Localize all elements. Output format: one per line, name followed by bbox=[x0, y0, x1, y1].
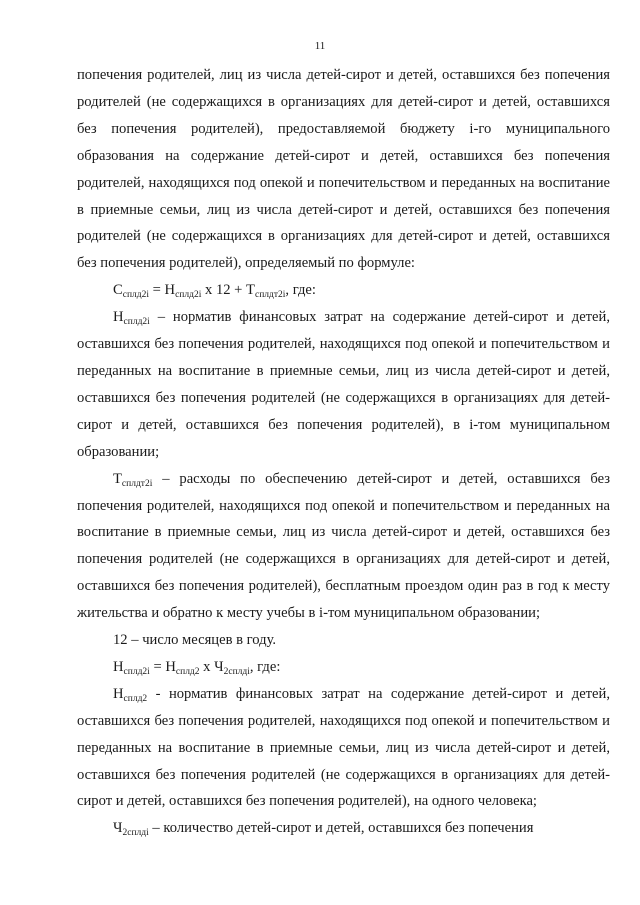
paragraph-text: С bbox=[113, 282, 123, 299]
paragraph-text: Н bbox=[113, 309, 124, 326]
paragraph-text: х 12 + Т bbox=[201, 282, 255, 299]
document-body bbox=[77, 62, 610, 842]
paragraph-text: - норматив финансовых затрат на содержание детей-сирот и детей, оставшихся без попечения родителей, находящихся под опекой и попечительством и переданных на воспитание в приемные семьи, лиц из числа детей-сирот и детей, оставшихся без попечения родителей (не содержащихся в организациях для детей-сирот и детей, оставшихся без попечения родителей), на одного человека; bbox=[77, 685, 610, 810]
formula-subscript: сплд2i bbox=[123, 666, 150, 677]
paragraph bbox=[77, 304, 610, 465]
paragraph bbox=[77, 654, 610, 681]
paragraph-text: Н bbox=[113, 685, 124, 702]
paragraph-text: Ч bbox=[113, 820, 123, 837]
paragraph-text: , где: bbox=[249, 658, 281, 675]
formula-subscript: 2сплдi bbox=[223, 666, 250, 677]
formula-subscript: сплд2 bbox=[175, 666, 200, 677]
paragraph bbox=[77, 277, 610, 304]
paragraph bbox=[77, 466, 610, 627]
formula-subscript: сплд2i bbox=[175, 290, 202, 301]
paragraph bbox=[77, 627, 610, 654]
formula-subscript: сплд2i bbox=[123, 317, 150, 328]
paragraph-text: – расходы по обеспечению детей-сирот и детей, оставшихся без попечения родителей, находящихся под опекой и попечительством и переданных на воспитание в приемные семьи, лиц из числа детей-сирот и детей, оставшихся без попечения родителей (не содержащихся в организациях для детей-сирот и детей, оставшихся без попечения родителей), бесплатным проездом один раз в год к месту жительства и обратно к месту учебы в i-том муниципальном образовании; bbox=[77, 470, 610, 622]
paragraph bbox=[77, 815, 610, 842]
formula-subscript: 2сплдi bbox=[122, 828, 149, 839]
paragraph-text: Т bbox=[113, 470, 122, 487]
paragraph bbox=[77, 681, 610, 816]
paragraph-text: , где: bbox=[285, 282, 316, 299]
page-number: 11 bbox=[314, 40, 326, 52]
paragraph-text: попечения родителей, лиц из числа детей-сирот и детей, оставшихся без попечения родителей (не содержащихся в организациях для детей-сирот и детей, оставшихся без попечения родителей), предоставляемой бюджету i-го муниципального образования на содержание детей-сирот и детей, оставшихся без попечения родителей, находящихся под опекой и попечительством и переданных на воспитание в приемные семьи, лиц из числа детей-сирот и детей, оставшихся без попечения родителей (не содержащихся в организациях для детей-сирот и детей, оставшихся без попечения родителей), определяемый по формуле: bbox=[77, 67, 610, 272]
paragraph-text: Н bbox=[113, 658, 124, 675]
paragraph-text: х Ч bbox=[199, 658, 224, 675]
paragraph-text: 12 – число месяцев в году. bbox=[113, 632, 277, 649]
formula-subscript: сплд2i bbox=[122, 290, 149, 301]
paragraph-text: = Н bbox=[149, 658, 176, 675]
paragraph-text: – норматив финансовых затрат на содержание детей-сирот и детей, оставшихся без попечения родителей, находящихся под опекой и попечительством и переданных на воспитание в приемные семьи, лиц из числа детей-сирот и детей, оставшихся без попечения родителей (не содержащихся в организациях для детей-сирот и детей, оставшихся без попечения родителей), в i-том муниципальном образовании; bbox=[77, 309, 610, 460]
paragraph bbox=[77, 62, 610, 277]
formula-subscript: сплд2 bbox=[123, 693, 148, 704]
paragraph-text: = Н bbox=[149, 282, 176, 299]
formula-subscript: сплдт2i bbox=[121, 478, 153, 489]
formula-subscript: сплдт2i bbox=[254, 290, 286, 301]
paragraph-text: – количество детей-сирот и детей, оставшихся без попечения bbox=[148, 820, 534, 837]
